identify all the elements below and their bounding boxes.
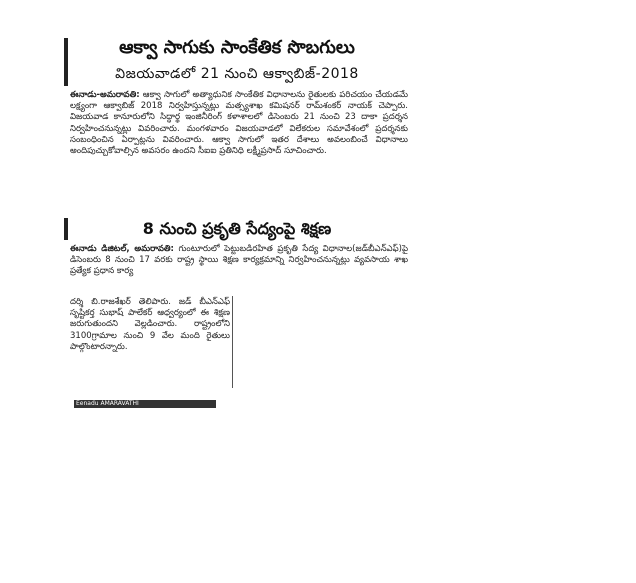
article2-headline: 8 నుంచి ప్రకృతి సేద్యంపై శిక్షణ bbox=[142, 219, 332, 238]
article1-text: ఆక్వా సాగులో అత్యాధునిక సాంకేతిక విధానాలను రైతులకు పరిచయం చేయడమే లక్ష్యంగా ఆక్వాబిజ్ 2018 నిర్వహిస్తున్నట్లు మత్స్యశాఖ కమిషనర్ రామ్‌శంకర్ నాయక్ చెప్పారు. విజయవాడ కానూరులోని సిద్ధార్థ ఇంజినీరింగ్ కళాశాలలో డిసెంబరు 21 నుంచి 23 దాకా ప్రదర్శన నిర్వహించనున్నట్లు వివరించారు. మంగళవారం విజయవాడలో విలేకరుల సమావేశంలో ప్రదర్శనకు సంబంధించిన ఏర్పాట్లను వివరించారు. ఆక్వా సాగులో ఇతర దేశాలు అవలంబించే విధానాలు అందిపుచ్చుకోవాల్సిన అవసరం ఉందని సీఐఐ ప్రతినిధి లక్ష్మీప్రసాద్ సూచించారు. bbox=[70, 90, 408, 157]
column-divider bbox=[232, 296, 233, 388]
article2-body-continued: దర్శి బి.రాజశేఖర్ తెలిపారు. జడ్ బీఎన్ఎఫ్ సృష్టికర్త సుభాష్ పాలేకర్ ఆధ్వర్యంలో ఈ శిక్షణ జరుగుతుందని వెల్లడించారు. రాష్ట్రంలోని 3100గ్రామాల నుంచి 9 వేల మంది రైతులు పాల్గొంటారన్నారు. bbox=[70, 297, 230, 352]
article1-headline: ఆక్వా సాగుకు సాంకేతిక సొబగులు bbox=[119, 37, 355, 58]
article1-subheadline: విజయవాడలో 21 నుంచి ఆక్వాబిజ్-2018 bbox=[115, 66, 359, 82]
article1-body bbox=[70, 90, 408, 157]
article2-dateline: ఈనాడు డిజిటల్, అమరావతి: bbox=[70, 244, 174, 254]
article2-body bbox=[70, 244, 408, 278]
footer-strip: Eenadu AMARAVATHI bbox=[74, 400, 216, 408]
article1-dateline: ఈనాడు-అమరావతి: bbox=[70, 90, 140, 100]
article2-text: గుంటూరులో పెట్టుబడిరహిత ప్రకృతి సేద్య విధానాల(జడ్‌బీఎన్ఎఫ్)పై డిసెంబరు 8 నుంచి 17 వరకు రాష్ట్ర స్థాయి శిక్షణ కార్యక్రమాన్ని నిర్వహించనున్నట్లు వ్యవసాయ శాఖ ప్రత్యేక ప్రధాన కార్య bbox=[70, 244, 408, 277]
